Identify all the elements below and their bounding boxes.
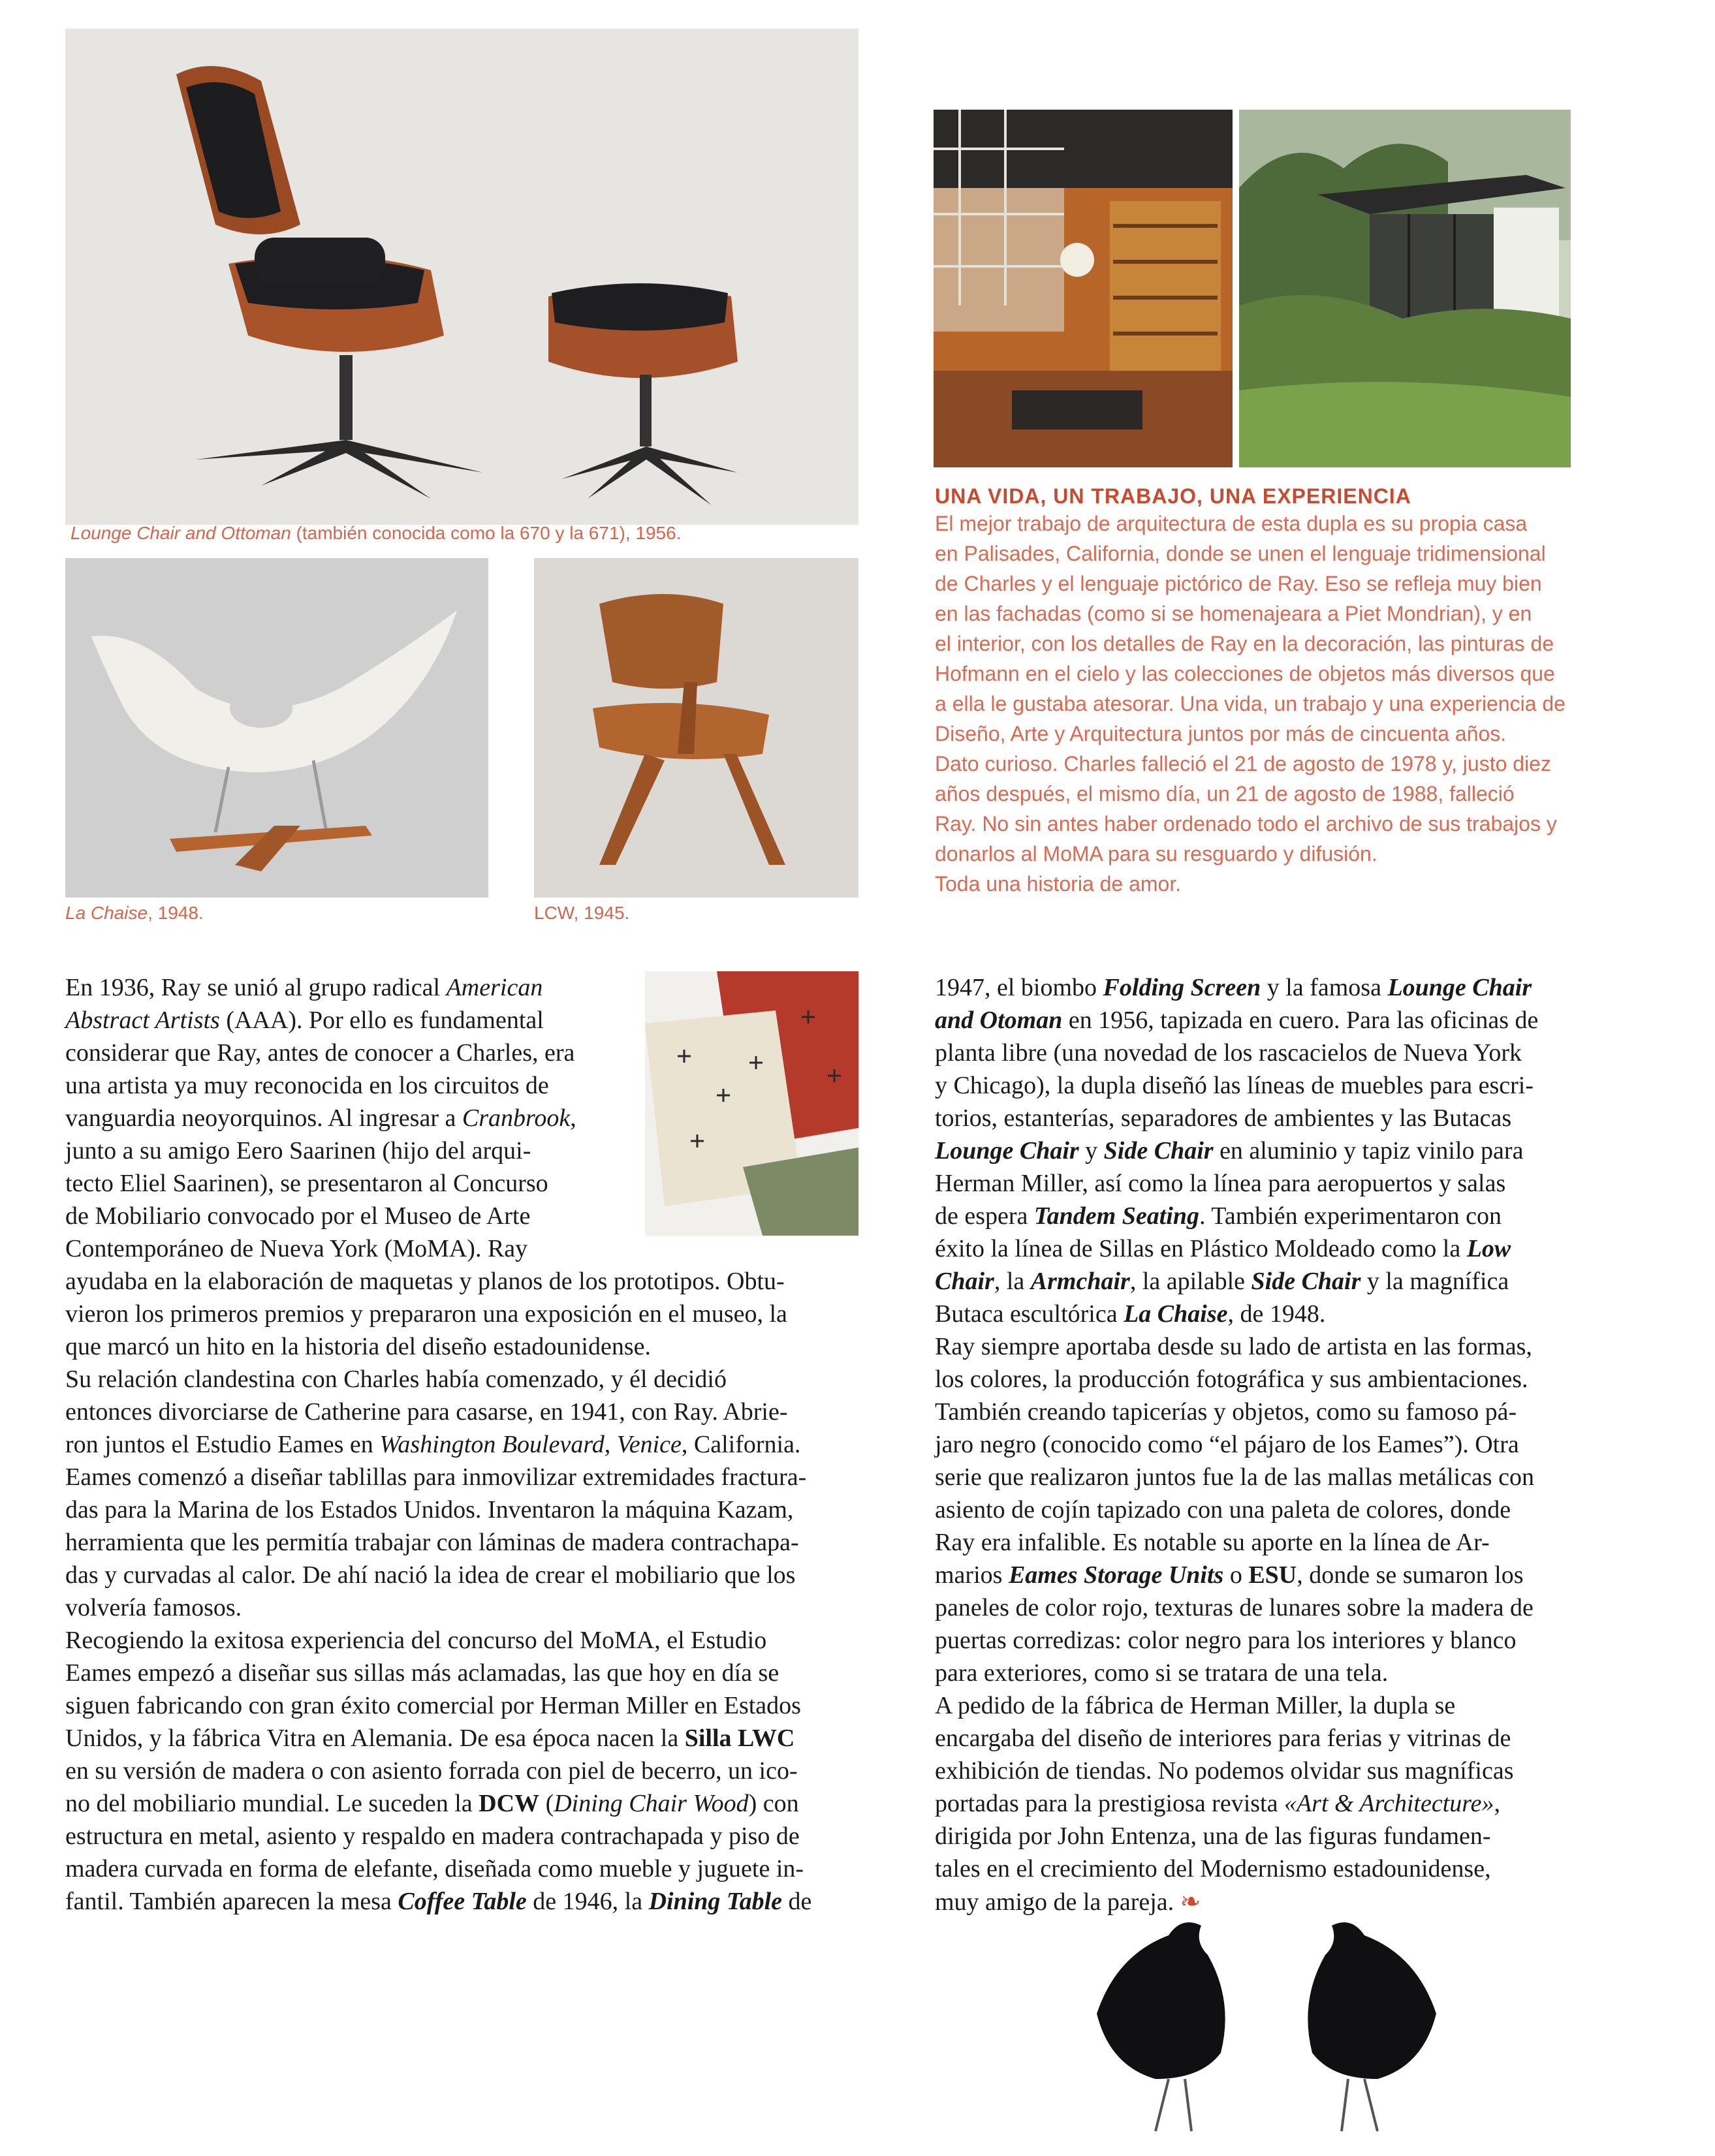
text-line: paneles de color rojo, texturas de lunares sobre la madera de xyxy=(935,1594,1534,1621)
text-line: dirigida por John Entenza, una de las figuras fundamen- xyxy=(935,1822,1491,1850)
eames-birds-photo xyxy=(1071,1896,1475,2156)
sidebar-line: a ella le gustaba atesorar. Una vida, un trabajo y una experiencia de xyxy=(935,692,1566,715)
text-line: planta libre (una novedad de los rascacielos de Nueva York xyxy=(935,1039,1522,1067)
text-line: y Chicago), la dupla diseñó las líneas de muebles para escri- xyxy=(935,1072,1534,1099)
end-of-article-icon: ❧ xyxy=(1180,1887,1201,1916)
text-line: encargaba del diseño de interiores para ferias y vitrinas de xyxy=(935,1725,1511,1752)
text-line: ron juntos el Estudio Eames en Washington Boulevard, Venice, California. xyxy=(65,1431,801,1458)
text-line: das para la Marina de los Estados Unidos. Inventaron la máquina Kazam, xyxy=(65,1496,794,1523)
text-line: muy amigo de la pareja. ❧ xyxy=(935,1887,1201,1916)
lcw-chair-photo xyxy=(534,558,858,898)
text-line: fantil. También aparecen la mesa Coffee Table de 1946, la Dining Table de xyxy=(65,1888,812,1915)
text-line: estructura en metal, asiento y respaldo en madera contrachapada y piso de xyxy=(65,1822,800,1850)
text-line: de Mobiliario convocado por el Museo de Arte xyxy=(65,1202,531,1230)
sidebar-line: Toda una historia de amor. xyxy=(935,872,1182,896)
sidebar-line: Ray. No sin antes haber ordenado todo el archivo de sus trabajos y xyxy=(935,812,1557,836)
text-line: Recogiendo la exitosa experiencia del concurso del MoMA, el Estudio xyxy=(65,1627,767,1654)
text-line: jaro negro (conocido como “el pájaro de los Eames”). Otra xyxy=(935,1431,1519,1458)
sidebar-line: años después, el mismo día, un 21 de agosto de 1988, falleció xyxy=(935,782,1515,805)
text-line: Contemporáneo de Nueva York (MoMA). Ray xyxy=(65,1235,528,1262)
sidebar-line: el interior, con los detalles de Ray en la decoración, las pinturas de xyxy=(935,632,1554,655)
text-line: ayudaba en la elaboración de maquetas y planos de los prototipos. Obtu- xyxy=(65,1268,785,1295)
text-line: Ray era infalible. Es notable su aporte en la línea de Ar- xyxy=(935,1529,1490,1556)
text-line: das y curvadas al calor. De ahí nació la idea de crear el mobiliario que los xyxy=(65,1561,796,1589)
lounge-chair-photo xyxy=(65,29,858,525)
la-chaise-photo xyxy=(65,558,488,898)
text-line: tecto Eliel Saarinen), se presentaron al Concurso xyxy=(65,1170,548,1197)
text-line: en su versión de madera o con asiento forrada con piel de becerro, un ico- xyxy=(65,1757,798,1785)
text-line: vanguardia neoyorquinos. Al ingresar a Cranbrook, xyxy=(65,1104,576,1132)
sidebar-line: en Palisades, California, donde se unen el lenguaje tridimensional xyxy=(935,542,1546,565)
text-line: exhibición de tiendas. No podemos olvidar sus magníficas xyxy=(935,1757,1514,1785)
text-line: Eames comenzó a diseñar tablillas para inmovilizar extremidades fractura- xyxy=(65,1463,807,1491)
text-line: Abstract Artists (AAA). Por ello es fundamental xyxy=(65,1007,544,1034)
text-line: Herman Miller, así como la línea para aeropuertos y salas xyxy=(935,1170,1506,1197)
sidebar-line: donarlos al MoMA para su resguardo y difusión. xyxy=(935,842,1377,866)
sidebar-body xyxy=(935,508,1588,899)
text-line: and Otoman en 1956, tapizada en cuero. Para las oficinas de xyxy=(935,1007,1539,1034)
text-line: vieron los primeros premios y prepararon una exposición en el museo, la xyxy=(65,1300,787,1328)
text-line: junto a su amigo Eero Saarinen (hijo del arqui- xyxy=(65,1137,531,1164)
text-line: serie que realizaron juntos fue la de las mallas metálicas con xyxy=(935,1463,1534,1491)
text-line: Lounge Chair y Side Chair en aluminio y tapiz vinilo para xyxy=(935,1137,1524,1164)
text-line: Su relación clandestina con Charles había comenzado, y él decidió xyxy=(65,1366,727,1393)
sidebar-box xyxy=(935,484,1588,899)
text-line: Ray siempre aportaba desde su lado de artista en las formas, xyxy=(935,1333,1532,1360)
text-line: puertas corredizas: color negro para los interiores y blanco xyxy=(935,1627,1517,1654)
text-line: Unidos, y la fábrica Vitra en Alemania. De esa época nacen la Silla LWC xyxy=(65,1725,795,1752)
text-line: Butaca escultórica La Chaise, de 1948. xyxy=(935,1300,1326,1328)
text-line: tales en el crecimiento del Modernismo estadounidense, xyxy=(935,1855,1491,1883)
sidebar-line: Hofmann en el cielo y las colecciones de objetos más diversos que xyxy=(935,662,1555,685)
lcw-caption: LCW, 1945. xyxy=(534,903,630,923)
text-line: para exteriores, como si se tratara de una tela. xyxy=(935,1659,1389,1687)
text-line: asiento de cojín tapizado con una paleta de colores, donde xyxy=(935,1496,1511,1523)
text-line: no del mobiliario mundial. Le suceden la DCW (Dining Chair Wood) con xyxy=(65,1790,799,1817)
text-line: volvería famosos. xyxy=(65,1594,242,1621)
text-line: torios, estanterías, separadores de ambientes y las Butacas xyxy=(935,1104,1512,1132)
eames-house-exterior-photo xyxy=(1239,110,1571,467)
text-line: 1947, el biombo Folding Screen y la famosa Lounge Chair xyxy=(935,974,1532,1001)
text-line: siguen fabricando con gran éxito comercial por Herman Miller en Estados xyxy=(65,1692,801,1719)
text-line: Eames empezó a diseñar sus sillas más aclamadas, las que hoy en día se xyxy=(65,1659,779,1687)
text-line: una artista ya muy reconocida en los circuitos de xyxy=(65,1072,549,1099)
article-right-column xyxy=(935,971,1588,1918)
text-line: entonces divorciarse de Catherine para casarse, en 1941, con Ray. Abrie- xyxy=(65,1398,788,1426)
text-line: marios Eames Storage Units o ESU, donde se sumaron los xyxy=(935,1561,1524,1589)
text-line: herramienta que les permitía trabajar con láminas de madera contrachapa- xyxy=(65,1529,799,1556)
text-line: Chair, la Armchair, la apilable Side Chair y la magnífica xyxy=(935,1268,1509,1295)
text-line: También creando tapicerías y objetos, como su famoso pá- xyxy=(935,1398,1517,1426)
article-left-column xyxy=(65,971,858,1918)
sidebar-line: de Charles y el lenguaje pictórico de Ray. Eso se refleja muy bien xyxy=(935,572,1542,595)
sidebar-line: Diseño, Arte y Arquitectura juntos por más de cincuenta años. xyxy=(935,722,1507,745)
text-line: A pedido de la fábrica de Herman Miller, la dupla se xyxy=(935,1692,1456,1719)
sidebar-line: El mejor trabajo de arquitectura de esta dupla es su propia casa xyxy=(935,512,1528,535)
text-line: de espera Tandem Seating. También experimentaron con xyxy=(935,1202,1502,1230)
sidebar-title: UNA VIDA, UN TRABAJO, UNA EXPERIENCIA xyxy=(935,484,1411,508)
text-line: En 1936, Ray se unió al grupo radical American xyxy=(65,974,543,1001)
la-chaise-caption: La Chaise, 1948. xyxy=(65,903,204,923)
text-line: los colores, la producción fotográfica y sus ambientaciones. xyxy=(935,1366,1528,1393)
text-line: que marcó un hito en la historia del diseño estadounidense. xyxy=(65,1333,651,1360)
eames-house-interior-photo xyxy=(934,110,1233,467)
sidebar-line: en las fachadas (como si se homenajeara a Piet Mondrian), y en xyxy=(935,602,1532,625)
lounge-chair-caption: Lounge Chair and Ottoman (también conocida como la 670 y la 671), 1956. xyxy=(71,523,682,543)
text-line: éxito la línea de Sillas en Plástico Moldeado como la Low xyxy=(935,1235,1511,1262)
text-line: considerar que Ray, antes de conocer a Charles, era xyxy=(65,1039,575,1067)
text-line: portadas para la prestigiosa revista «Art & Architecture», xyxy=(935,1790,1501,1817)
sidebar-line: Dato curioso. Charles falleció el 21 de agosto de 1978 y, justo diez xyxy=(935,752,1551,775)
text-line: madera curvada en forma de elefante, diseñada como mueble y juguete in- xyxy=(65,1855,804,1883)
